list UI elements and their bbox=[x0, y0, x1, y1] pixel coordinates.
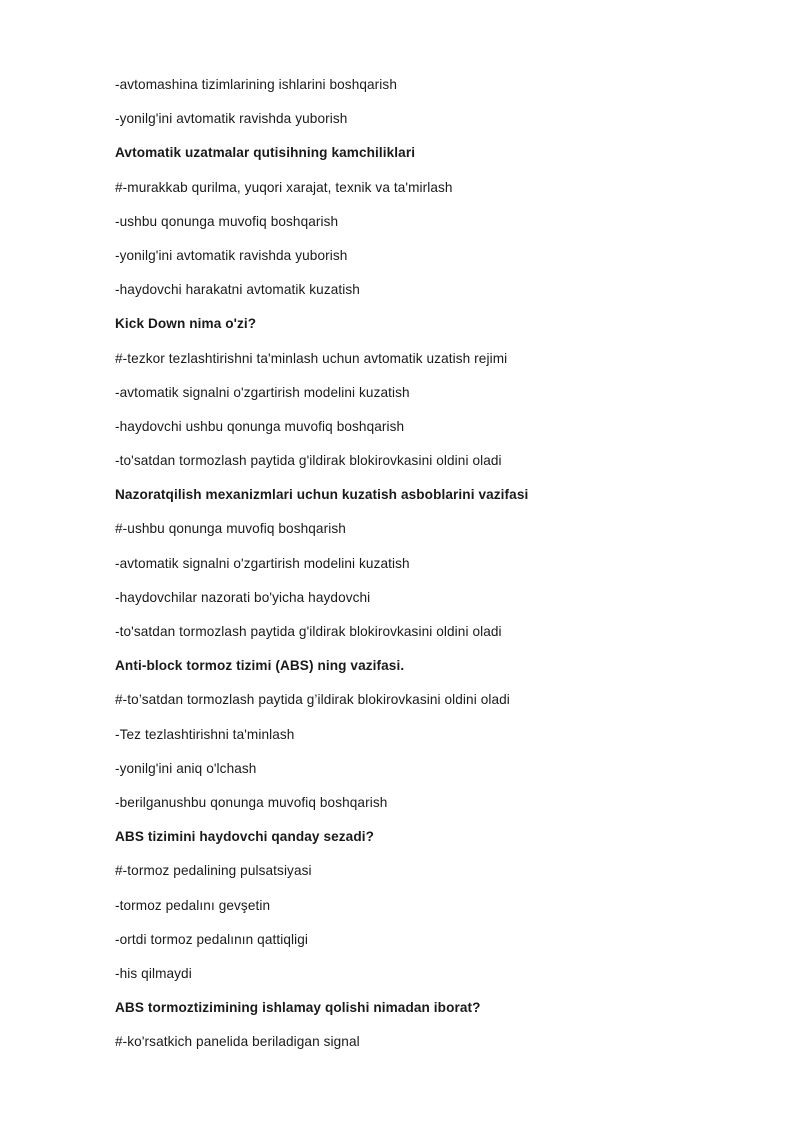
document-text-lines bbox=[115, 76, 755, 1067]
question-heading: Anti-block tormoz tizimi (ABS) ning vazifasi. bbox=[115, 658, 405, 674]
answer-option: -berilganushbu qonunga muvofiq boshqarish bbox=[115, 794, 388, 810]
answer-option: -to'satdan tormozlash paytida g'ildirak blokirovkasini oldini oladi bbox=[115, 453, 502, 469]
correct-answer-option: #-tezkor tezlashtirishni ta'minlash uchun avtomatik uzatish rejimi bbox=[115, 350, 508, 366]
question-heading: Avtomatik uzatmalar qutisihning kamchiliklari bbox=[115, 145, 416, 161]
correct-answer-option: #-ko'rsatkich panelida beriladigan signal bbox=[115, 1034, 360, 1050]
answer-option: -haydovchi ushbu qonunga muvofiq boshqarish bbox=[115, 418, 405, 434]
question-heading: ABS tormoztizimining ishlamay qolishi nimadan iborat? bbox=[115, 1000, 481, 1016]
answer-option: -avtomatik signalni o'zgartirish modelini kuzatish bbox=[115, 384, 410, 400]
answer-option: -haydovchi harakatni avtomatik kuzatish bbox=[115, 282, 360, 298]
answer-option: -to'satdan tormozlash paytida g'ildirak blokirovkasini oldini oladi bbox=[115, 624, 502, 639]
answer-option: -avtomatik signalni o'zgartirish modelini kuzatish bbox=[115, 555, 410, 571]
answer-option: -yonilg'ini avtomatik ravishda yuborish bbox=[115, 247, 348, 263]
question-heading: Kick Down nima o'zi? bbox=[115, 316, 257, 332]
question-heading: Nazoratqilish mexanizmlari uchun kuzatish asboblarini vazifasi bbox=[115, 487, 529, 503]
correct-answer-option: #-murakkab qurilma, yuqori xarajat, texnik va ta'mirlash bbox=[115, 179, 453, 195]
question-heading: ABS tizimini haydovchi qanday sezadi? bbox=[115, 829, 375, 845]
answer-option: -tormoz pedalını gevşetin bbox=[115, 897, 271, 913]
answer-option: -yonilg'ini aniq o'lchash bbox=[115, 760, 257, 776]
correct-answer-option: #-tormoz pedalining pulsatsiyasi bbox=[115, 863, 312, 879]
answer-option: -ushbu qonunga muvofiq boshqarish bbox=[115, 213, 339, 229]
answer-option: -his qilmaydi bbox=[115, 965, 192, 981]
answer-option: -avtomashina tizimlarining ishlarini boshqarish bbox=[115, 77, 397, 92]
answer-option: -Tez tezlashtirishni ta'minlash bbox=[115, 726, 295, 742]
answer-option: -yonilg'ini avtomatik ravishda yuborish bbox=[115, 111, 348, 127]
answer-option: -haydovchilar nazorati bo'yicha haydovchi bbox=[115, 589, 371, 605]
correct-answer-option: #-ushbu qonunga muvofiq boshqarish bbox=[115, 521, 346, 537]
answer-option: -ortdi tormoz pedalının qattiqligi bbox=[115, 931, 309, 947]
correct-answer-option: #-to’satdan tormozlash paytida g’ildirak blokirovkasini oldini oladi bbox=[115, 692, 510, 708]
